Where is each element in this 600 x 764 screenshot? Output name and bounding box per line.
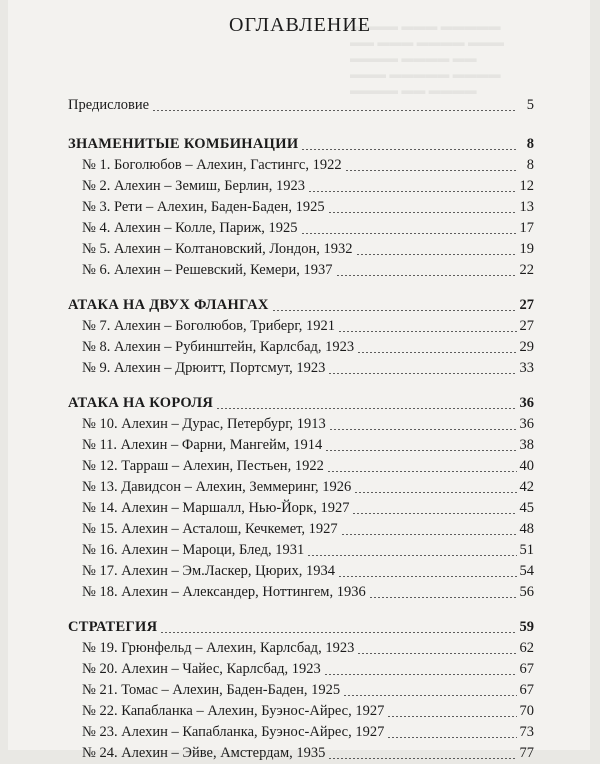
entry-page: 67 xyxy=(519,682,534,698)
entry-page: 40 xyxy=(519,458,534,474)
entry-page: 67 xyxy=(519,661,534,677)
dot-leader xyxy=(341,534,517,535)
entry-label: № 5. Алехин – Колтановский, Лондон, 1932 xyxy=(82,241,353,257)
section-title: СТРАТЕГИЯ xyxy=(68,619,158,635)
toc-entry[interactable] xyxy=(68,561,534,582)
section-heading[interactable] xyxy=(68,134,534,155)
toc-entry[interactable] xyxy=(68,540,534,561)
dot-leader xyxy=(308,191,516,192)
entry-label: № 23. Алехин – Капабланка, Буэнос-Айрес, 1927 xyxy=(82,724,385,740)
entry-page: 42 xyxy=(519,479,534,495)
toc-entry[interactable] xyxy=(68,337,534,358)
section-page: 8 xyxy=(526,136,534,152)
entry-label: № 18. Алехин – Александер, Ноттингем, 1936 xyxy=(82,584,366,600)
entry-label: № 6. Алехин – Решевский, Кемери, 1937 xyxy=(82,262,333,278)
dot-leader xyxy=(160,632,516,633)
entry-page: 29 xyxy=(519,339,534,355)
entry-page: 45 xyxy=(519,500,534,516)
dot-leader xyxy=(307,555,516,556)
entry-label: Предисловие xyxy=(68,97,150,113)
toc-entry[interactable] xyxy=(68,155,534,176)
entry-page: 27 xyxy=(519,318,534,334)
section-heading[interactable] xyxy=(68,617,534,638)
dot-leader xyxy=(387,737,516,738)
toc-entry[interactable] xyxy=(68,498,534,519)
dot-leader xyxy=(216,408,516,409)
dot-leader xyxy=(338,576,517,577)
section-title: АТАКА НА КОРОЛЯ xyxy=(68,395,214,411)
entry-page: 48 xyxy=(519,521,534,537)
dot-leader xyxy=(328,758,516,759)
section-page: 59 xyxy=(519,619,534,635)
toc-entry[interactable] xyxy=(68,218,534,239)
dot-leader xyxy=(336,275,517,276)
dot-leader xyxy=(345,170,517,171)
show-through-text: ▬▬▬▬ ▬▬▬ ▬▬▬▬▬ ▬▬ ▬▬▬ ▬▬▬▬ ▬▬▬ ▬▬▬▬ ▬▬▬▬ ▬▬ ▬▬▬ ▬▬▬▬▬ ▬▬▬▬ ▬▬▬▬ ▬▬ ▬▬▬▬ xyxy=(350,19,505,97)
entry-label: № 3. Рети – Алехин, Баден-Баден, 1925 xyxy=(82,199,325,215)
entry-page: 33 xyxy=(519,360,534,376)
entry-label: № 2. Алехин – Земиш, Берлин, 1923 xyxy=(82,178,306,194)
table-of-contents xyxy=(68,95,534,764)
toc-entry[interactable] xyxy=(68,743,534,764)
section-heading[interactable] xyxy=(68,295,534,316)
entry-label: № 4. Алехин – Колле, Париж, 1925 xyxy=(82,220,298,236)
entry-page: 51 xyxy=(519,542,534,558)
toc-entry[interactable] xyxy=(68,176,534,197)
dot-leader xyxy=(356,254,517,255)
section-title: ЗНАМЕНИТЫЕ КОМБИНАЦИИ xyxy=(68,136,299,152)
toc-entry[interactable] xyxy=(68,722,534,743)
toc-entry[interactable] xyxy=(68,582,534,603)
entry-page: 8 xyxy=(526,157,534,173)
dot-leader xyxy=(357,653,516,654)
entry-label: № 12. Тарраш – Алехин, Пестьен, 1922 xyxy=(82,458,324,474)
entry-page: 36 xyxy=(519,416,534,432)
dot-leader xyxy=(325,450,516,451)
toc-entry[interactable] xyxy=(68,680,534,701)
dot-leader xyxy=(324,674,517,675)
entry-page: 56 xyxy=(519,584,534,600)
entry-page: 54 xyxy=(519,563,534,579)
entry-label: № 24. Алехин – Эйве, Амстердам, 1935 xyxy=(82,745,326,761)
entry-label: № 19. Грюнфельд – Алехин, Карлсбад, 1923 xyxy=(82,640,355,656)
entry-label: № 20. Алехин – Чайес, Карлсбад, 1923 xyxy=(82,661,321,677)
section-page: 27 xyxy=(519,297,534,313)
entry-label: № 17. Алехин – Эм.Ласкер, Цюрих, 1934 xyxy=(82,563,335,579)
dot-leader xyxy=(329,429,517,430)
dot-leader xyxy=(301,149,517,150)
entry-label: № 14. Алехин – Маршалл, Нью-Йорк, 1927 xyxy=(82,500,350,516)
entry-page: 77 xyxy=(519,745,534,761)
entry-label: № 7. Алехин – Боголюбов, Триберг, 1921 xyxy=(82,318,335,334)
dot-leader xyxy=(369,597,517,598)
entry-page: 38 xyxy=(519,437,534,453)
toc-entry-preface[interactable] xyxy=(68,95,534,116)
entry-page: 5 xyxy=(526,97,534,113)
toc-entry[interactable] xyxy=(68,638,534,659)
dot-leader xyxy=(301,233,517,234)
entry-label: № 16. Алехин – Мароци, Блед, 1931 xyxy=(82,542,305,558)
toc-entry[interactable] xyxy=(68,435,534,456)
toc-entry[interactable] xyxy=(68,456,534,477)
entry-page: 17 xyxy=(519,220,534,236)
entry-label: № 11. Алехин – Фарни, Мангейм, 1914 xyxy=(82,437,323,453)
entry-label: № 9. Алехин – Дрюитт, Портсмут, 1923 xyxy=(82,360,326,376)
toc-entry[interactable] xyxy=(68,316,534,337)
toc-entry[interactable] xyxy=(68,477,534,498)
entry-label: № 1. Боголюбов – Алехин, Гастингс, 1922 xyxy=(82,157,342,173)
entry-page: 62 xyxy=(519,640,534,656)
entry-label: № 15. Алехин – Асталош, Кечкемет, 1927 xyxy=(82,521,338,537)
toc-entry[interactable] xyxy=(68,260,534,281)
section-page: 36 xyxy=(519,395,534,411)
toc-entry[interactable] xyxy=(68,519,534,540)
dot-leader xyxy=(343,695,516,696)
dot-leader xyxy=(352,513,516,514)
dot-leader xyxy=(357,352,516,353)
entry-page: 22 xyxy=(519,262,534,278)
toc-entry[interactable] xyxy=(68,239,534,260)
dot-leader xyxy=(338,331,517,332)
toc-entry[interactable] xyxy=(68,659,534,680)
dot-leader xyxy=(328,373,516,374)
section-title: АТАКА НА ДВУХ ФЛАНГАХ xyxy=(68,297,269,313)
toc-entry[interactable] xyxy=(68,197,534,218)
entry-label: № 8. Алехин – Рубинштейн, Карлсбад, 1923 xyxy=(82,339,355,355)
entry-label: № 13. Давидсон – Алехин, Земмеринг, 1926 xyxy=(82,479,352,495)
entry-page: 73 xyxy=(519,724,534,740)
toc-entry[interactable] xyxy=(68,414,534,435)
page-title: ОГЛАВЛЕНИЕ xyxy=(229,14,371,36)
toc-entry[interactable] xyxy=(68,358,534,379)
section-heading[interactable] xyxy=(68,393,534,414)
entry-label: № 22. Капабланка – Алехин, Буэнос-Айрес, 1927 xyxy=(82,703,385,719)
entry-page: 19 xyxy=(519,241,534,257)
dot-leader xyxy=(152,110,517,111)
dot-leader xyxy=(387,716,516,717)
toc-entry[interactable] xyxy=(68,701,534,722)
entry-page: 70 xyxy=(519,703,534,719)
entry-page: 12 xyxy=(519,178,534,194)
dot-leader xyxy=(327,471,517,472)
entry-label: № 21. Томас – Алехин, Баден-Баден, 1925 xyxy=(82,682,341,698)
entry-page: 13 xyxy=(519,199,534,215)
dot-leader xyxy=(272,310,517,311)
dot-leader xyxy=(328,212,517,213)
entry-label: № 10. Алехин – Дурас, Петербург, 1913 xyxy=(82,416,326,432)
dot-leader xyxy=(354,492,516,493)
